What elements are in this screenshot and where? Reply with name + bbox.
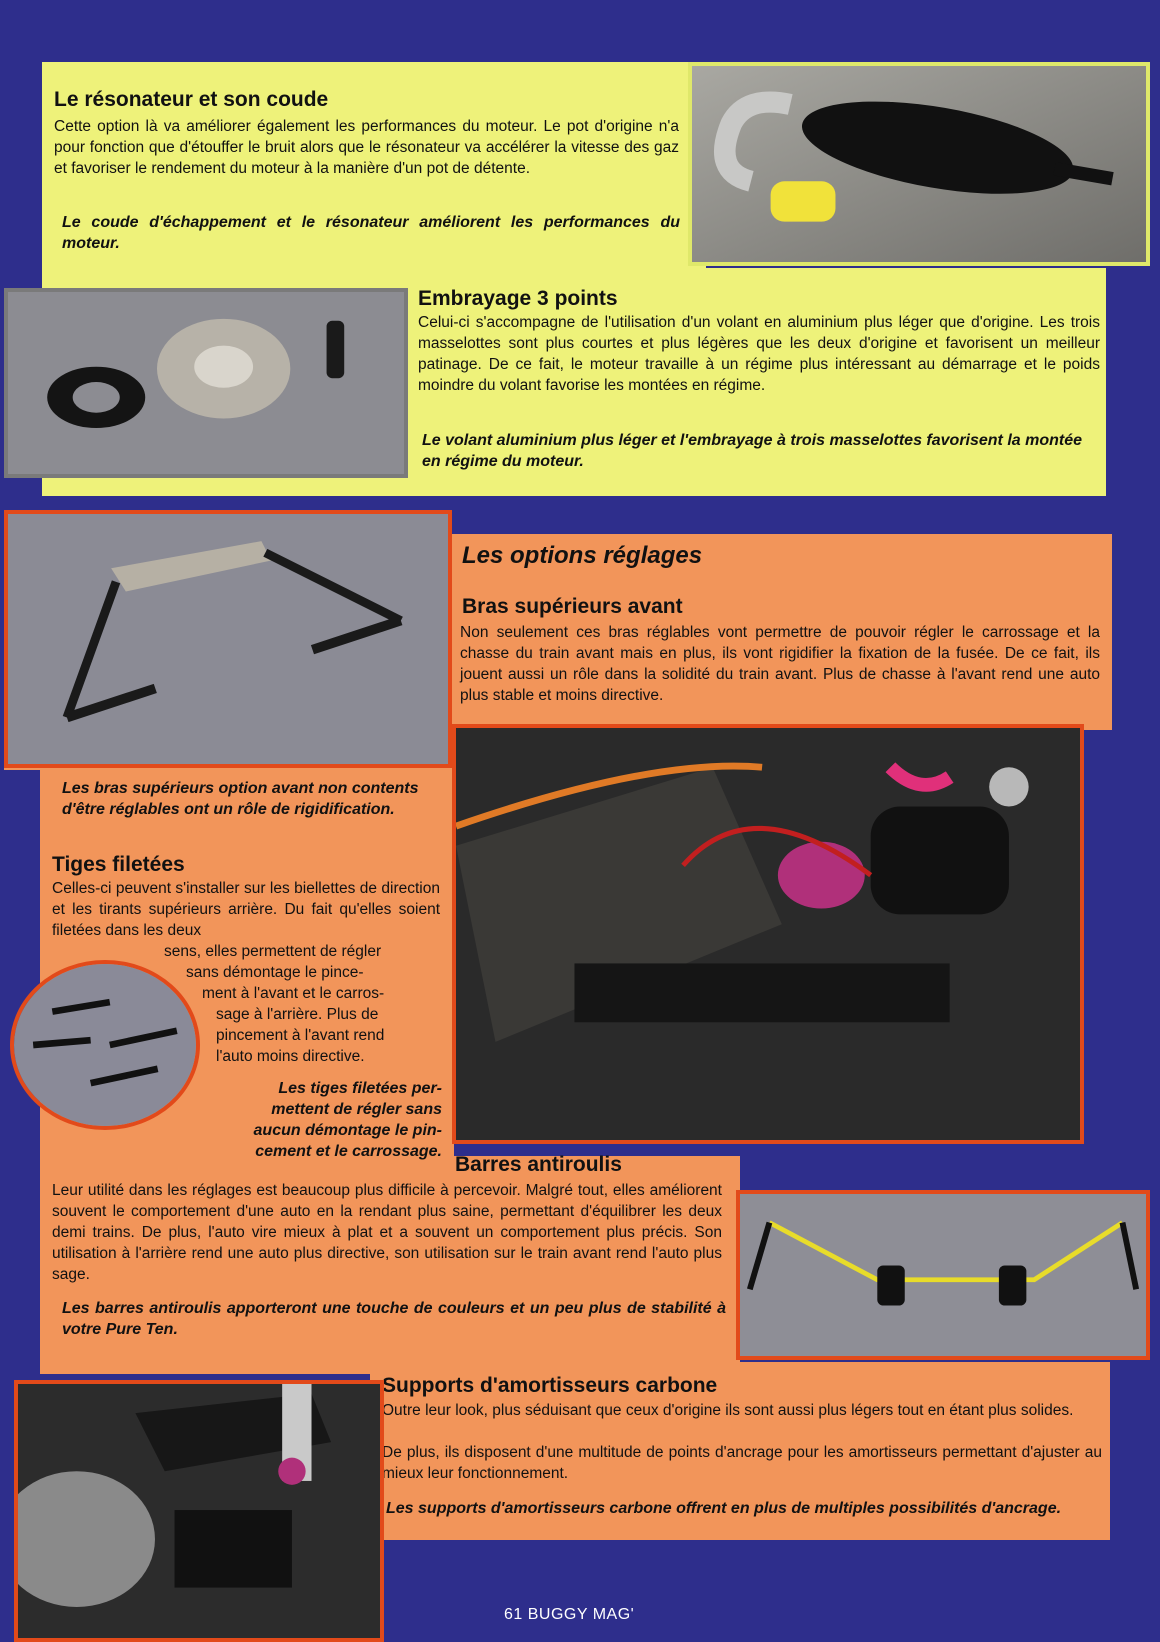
threaded-rods-caption <box>170 1078 442 1162</box>
upper-arms-caption: Les bras supérieurs option avant non contents d'être réglables ont un rôle de rigidification. <box>62 780 419 818</box>
threaded-rods-line-5: pincement à l'avant rend <box>216 1027 385 1044</box>
clutch-title: Embrayage 3 points <box>418 287 618 310</box>
shock-supports-text-1: Outre leur look, plus séduisant que ceux d'origine ils sont aussi plus légers tout en étant plus solides. <box>382 1402 1074 1419</box>
threaded-rods-caption-2: mettent de régler sans <box>271 1101 442 1118</box>
clutch-text: Celui-ci s'accompagne de l'utilisation d'un volant en aluminium plus léger que d'origine. Les trois masselottes sont plus courtes et plus légères que les deux d'origine et favorisent un meilleur patinage. De ce fait, le moteur travaille à un régime plus intéressant au démarrage et le poids moindre du volant favorise les montées en régime. <box>418 314 1100 394</box>
page-folio: 61 BUGGY MAG' <box>504 1606 635 1623</box>
anti-roll-caption: Les barres antiroulis apporteront une touche de couleurs et un peu plus de stabilité à votre Pure Ten. <box>62 1300 726 1338</box>
shock-supports-text-2: De plus, ils disposent d'une multitude de points d'ancrage pour les amortisseurs permettant d'ajuster au mieux leur fonctionnement. <box>382 1444 1102 1482</box>
shock-supports-title: Supports d'amortisseurs carbone <box>382 1374 718 1397</box>
threaded-rods-caption-3: aucun démontage le pin- <box>253 1122 442 1139</box>
threaded-rods-text-top: Celles-ci peuvent s'installer sur les biellettes de direction et les tirants supérieurs arrière. Du fait qu'elles soient filetées dans les deux <box>52 880 440 939</box>
shock-supports-photo <box>14 1380 384 1642</box>
anti-roll-photo <box>736 1190 1150 1360</box>
chassis-photo <box>452 724 1084 1144</box>
resonator-text: Cette option là va améliorer également les performances du moteur. Le pot d'origine n'a pour fonction que d'étouffer le bruit alors que le résonateur va accélérer la vitesse des gaz et favoriser le rendement du moteur à la manière d'un pot de détente. <box>54 118 679 177</box>
threaded-rods-line-3: ment à l'avant et le carros- <box>202 985 385 1002</box>
threaded-rods-line-1: sens, elles permettent de régler <box>164 943 382 960</box>
upper-arms-photo <box>4 510 452 768</box>
resonator-caption: Le coude d'échappement et le résonateur améliorent les performances du moteur. <box>62 214 680 252</box>
threaded-rods-line-6: l'auto moins directive. <box>216 1048 365 1065</box>
threaded-rods-title: Tiges filetées <box>52 853 185 876</box>
upper-arms-text: Non seulement ces bras réglables vont permettre de pouvoir régler le carrossage et la chasse du train avant mais en plus, ils vont rigidifier la fixation de la fusée. De ce fait, ils jouent aussi un rôle dans la solidité du train avant. Plus de chasse à l'avant rend une auto plus stable et moins directive. <box>460 624 1100 704</box>
upper-arms-title: Bras supérieurs avant <box>462 595 683 618</box>
threaded-rods-caption-4: cement et le carrossage. <box>255 1143 442 1160</box>
threaded-rods-caption-1: Les tiges filetées per- <box>278 1080 442 1097</box>
resonator-title: Le résonateur et son coude <box>54 88 329 111</box>
resonator-photo <box>688 62 1150 266</box>
clutch-photo <box>4 288 408 478</box>
clutch-caption: Le volant aluminium plus léger et l'embrayage à trois masselottes favorisent la montée en régime du moteur. <box>422 432 1083 470</box>
threaded-rods-line-2: sans démontage le pince- <box>186 964 364 981</box>
shock-supports-caption: Les supports d'amortisseurs carbone offrent en plus de multiples possibilités d'ancrage. <box>386 1500 1062 1517</box>
threaded-rods-line-4: sage à l'arrière. Plus de <box>216 1006 379 1023</box>
settings-section-title: Les options réglages <box>462 542 703 569</box>
anti-roll-text: Leur utilité dans les réglages est beaucoup plus difficile à percevoir. Malgré tout, elles améliorent souvent le comportement d'une auto en la rendant plus saine, permettant d'équilibrer les deux demi trains. De plus, l'auto vire mieux à plat et a souvent un comportement plus précis. Son utilisation à l'arrière rend une auto plus directive, son utilisation sur le train avant rend l'auto plus sage. <box>52 1182 722 1283</box>
anti-roll-title: Barres antiroulis <box>455 1153 622 1176</box>
